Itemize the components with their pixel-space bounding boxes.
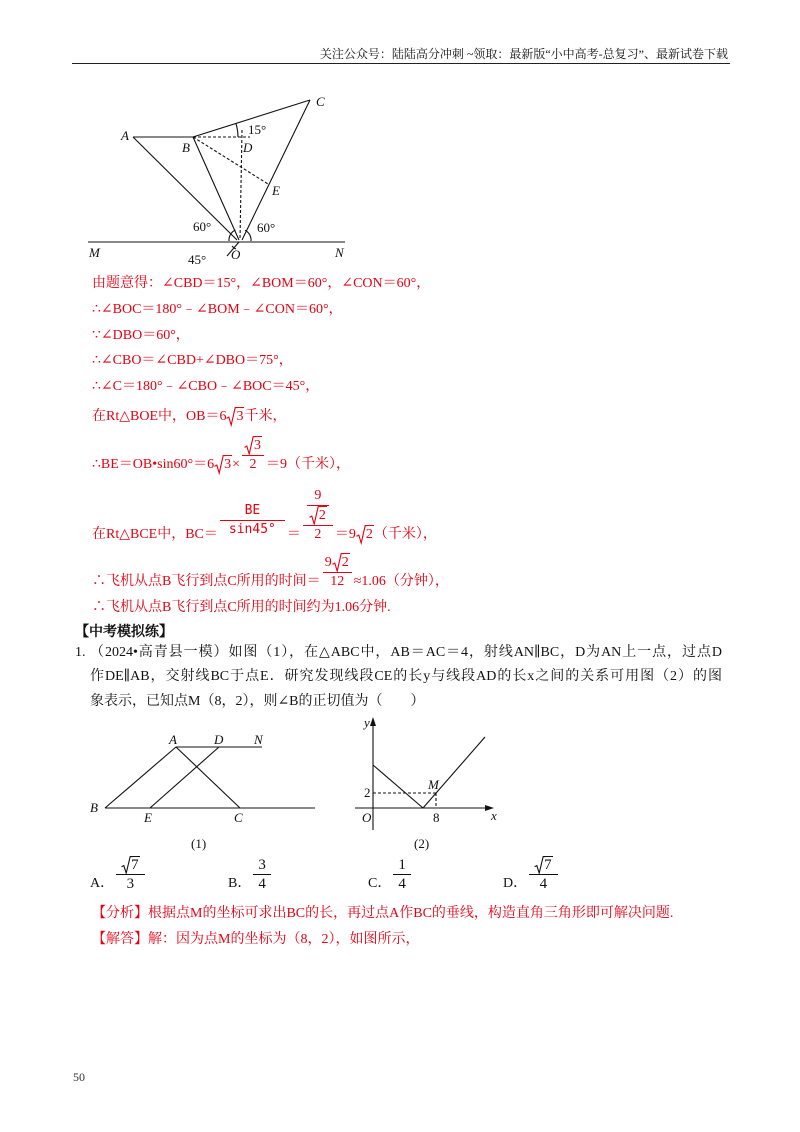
sqrt <box>332 553 350 572</box>
solution-line-1: 由题意得：∠CBD＝15°，∠BOM＝60°，∠CON＝60°， <box>92 276 431 291</box>
header-rule <box>72 63 730 64</box>
sqrt <box>244 436 262 455</box>
arc-angle-cbd <box>236 123 238 137</box>
label-angle-60-right: 60° <box>257 220 276 235</box>
question-number: 1. <box>75 645 86 660</box>
segment-o-c <box>242 100 310 240</box>
radical-sign <box>356 525 366 544</box>
text-segment: × <box>232 457 240 472</box>
text-segment: ＝9（千米）， <box>266 457 350 472</box>
figure-1-caption: (1) <box>191 836 207 851</box>
label-angle-45: 45° <box>188 252 207 267</box>
label-point-n: N <box>335 245 344 260</box>
tick-label-y-2: 2 <box>364 785 371 800</box>
label-point-d: D <box>243 140 253 155</box>
text-segment: 在Rt△BOE中，OB＝6 <box>92 409 227 424</box>
segment-d-o-dashed <box>240 130 242 240</box>
sqrt <box>226 407 244 426</box>
y-axis-arrow <box>370 717 376 726</box>
label-point-a: A <box>121 128 129 143</box>
tick-label-x-8: 8 <box>433 810 440 825</box>
numerator-coefficient: 9 <box>324 555 332 570</box>
figure-2-graph <box>345 712 505 855</box>
solution-line-3: ∵∠DBO＝60°， <box>92 328 190 343</box>
fraction-numerator <box>303 487 333 526</box>
page-header-text: 关注公众号：陆陆高分冲刺 ~领取：最新版“小中高考-总复习”、最新试卷下载 <box>319 47 728 61</box>
option-d <box>503 853 560 893</box>
inner-fraction <box>307 487 329 525</box>
fraction-numerator: 1 <box>393 856 411 875</box>
label-origin: O <box>362 810 372 825</box>
fraction-denominator: 12 <box>330 574 345 589</box>
label-axis-y: y <box>364 715 370 730</box>
label-point-n: N <box>254 732 263 747</box>
fraction-numerator: 9 <box>307 487 329 506</box>
radicand: 7 <box>131 857 139 873</box>
solution-line-2: ∴∠BOC＝180°﹣∠BOM﹣∠CON＝60°， <box>92 302 343 317</box>
option-fraction <box>253 856 271 893</box>
solution-line-6 <box>92 407 286 426</box>
text-segment: ≈1.06（分钟）， <box>353 574 449 589</box>
radical-sign <box>534 856 544 874</box>
graph-ascending-segment <box>423 737 485 808</box>
figure-1-triangle <box>85 725 325 855</box>
figure-flight-geometry <box>80 90 360 275</box>
fraction-numerator: 3 <box>253 856 271 875</box>
question-line-1: （2024•高青县一模）如图（1），在△ABC中，AB＝AC＝4，射线AN∥BC，D为AN上一点，过点D <box>90 645 722 660</box>
radicand: 7 <box>544 857 552 873</box>
sqrt <box>356 525 374 544</box>
sqrt <box>534 856 553 874</box>
label-point-o: O <box>231 247 241 262</box>
fraction-denominator: 4 <box>398 876 406 892</box>
label-point-c: C <box>316 94 325 109</box>
question-line-2: 作DE∥AB，交射线BC于点E．研究发现线段CE的长y与线段AD的长x之间的关系可用图（2）的图 <box>90 669 722 684</box>
label-angle-15: 15° <box>248 122 267 137</box>
fraction-denominator <box>307 506 329 525</box>
solution-line-7 <box>92 432 350 474</box>
radical-sign <box>309 506 319 525</box>
figure-2-caption: (2) <box>414 836 430 851</box>
radicand: 2 <box>341 555 349 570</box>
graph-descending-segment <box>373 765 423 808</box>
fraction <box>242 436 264 474</box>
radical-sign <box>226 407 236 426</box>
sqrt <box>214 455 232 474</box>
label-angle-60-left: 60° <box>193 219 212 234</box>
label-point-c: C <box>234 810 243 825</box>
radicand: 2 <box>318 508 326 523</box>
radicand: 3 <box>224 457 232 472</box>
section-title: 【中考模拟练】 <box>75 625 173 640</box>
solution-line-10: ∴飞机从点B飞行到点C所用的时间约为1.06分钟. <box>92 600 391 615</box>
segment-b-e-dashed <box>193 137 268 184</box>
radical-sign <box>121 856 131 874</box>
fraction-denominator: 2 <box>249 457 257 472</box>
answer-line: 【解答】解：因为点M的坐标为（8，2），如图所示， <box>92 932 420 947</box>
text-segment: 千米， <box>244 409 287 424</box>
fraction-numerator: BE <box>220 502 285 521</box>
page-number: 50 <box>73 1070 85 1084</box>
sqrt <box>309 506 327 525</box>
text-segment: （千米）， <box>373 527 437 542</box>
radical-sign <box>332 553 342 572</box>
fraction-denominator: 2 <box>314 527 322 542</box>
label-point-e: E <box>144 810 152 825</box>
label-point-m: M <box>428 777 439 792</box>
solution-line-8 <box>92 484 437 544</box>
label-point-m: M <box>89 245 100 260</box>
text-segment: 在Rt△BCE中，BC＝ <box>92 527 218 542</box>
radical-sign <box>244 436 254 455</box>
fraction-numerator <box>529 856 558 875</box>
fraction-numerator <box>116 856 145 875</box>
label-point-b: B <box>90 800 98 815</box>
label-point-e: E <box>272 183 280 198</box>
text-segment: ＝ <box>286 527 301 542</box>
radical-sign <box>214 455 224 474</box>
option-b <box>228 853 273 893</box>
option-a <box>90 853 147 893</box>
fraction-denominator: 4 <box>258 876 266 892</box>
radicand: 3 <box>236 409 244 424</box>
text-segment: ∴飞机从点B飞行到点C所用的时间＝ <box>92 574 321 589</box>
fraction-denominator: 4 <box>539 876 548 892</box>
label-point-d: D <box>214 732 224 747</box>
solution-line-9 <box>92 551 449 591</box>
segment-a-b <box>105 747 176 808</box>
fraction-numerator <box>242 436 264 456</box>
fraction <box>323 553 352 591</box>
option-fraction <box>116 856 145 893</box>
option-fraction <box>529 856 558 893</box>
radicand: 3 <box>254 438 261 453</box>
radicand: 2 <box>365 527 373 542</box>
label-axis-x: x <box>491 808 497 823</box>
option-c <box>368 853 413 893</box>
fraction-numerator <box>323 553 352 573</box>
question-line-3: 象表示，已知点M（8，2），则∠B的正切值为（ ） <box>90 694 425 709</box>
option-label: C． <box>368 876 392 891</box>
label-point-a: A <box>169 732 177 747</box>
fraction-denominator: 3 <box>126 876 135 892</box>
analysis-line: 【分析】根据点M的坐标可求出BC的长，再过点A作BC的垂线，构造直角三角形即可解决问题. <box>92 906 674 921</box>
option-label: A． <box>90 876 115 891</box>
option-fraction <box>393 856 411 893</box>
label-point-b: B <box>182 140 190 155</box>
sqrt <box>121 856 140 874</box>
solution-line-5: ∴∠C＝180°﹣∠CBO﹣∠BOC＝45°， <box>92 379 320 394</box>
text-segment: ＝9 <box>334 527 356 542</box>
fraction-denominator: sin45° <box>228 522 276 537</box>
text-segment: ∴BE＝OB•sin60°＝6 <box>92 457 215 472</box>
fraction-be-over-sin45 <box>220 502 285 539</box>
option-label: D． <box>503 876 528 891</box>
option-label: B． <box>228 876 252 891</box>
solution-line-4: ∴∠CBO＝∠CBD+∠DBO＝75°， <box>92 353 293 368</box>
compound-fraction <box>303 487 333 544</box>
